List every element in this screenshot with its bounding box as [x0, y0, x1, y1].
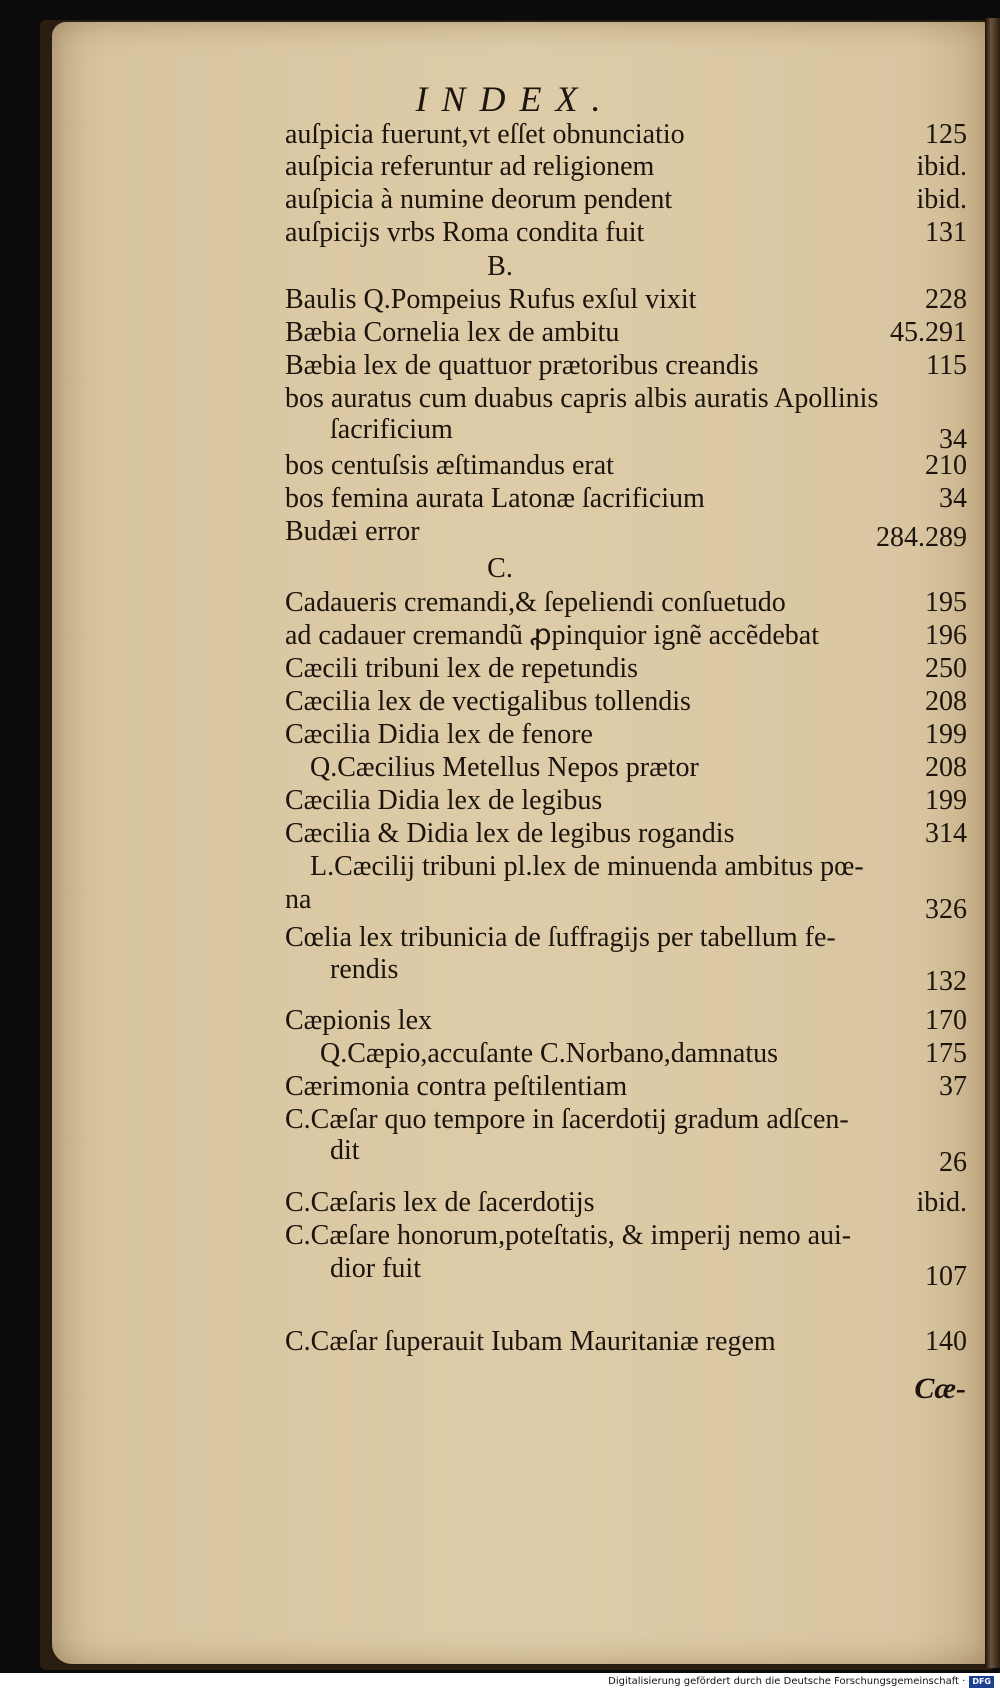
entry-page: 195 [925, 587, 967, 618]
section-letter-c: C. [487, 553, 513, 584]
index-entry [285, 283, 967, 317]
index-entry [285, 817, 967, 851]
index-entry [285, 586, 967, 620]
index-entry [330, 953, 967, 997]
index-entry [285, 216, 967, 250]
entry-text: Cærimonia contra peſtilentiam [285, 1071, 628, 1102]
entry-text: ſacrificium [330, 414, 453, 445]
index-entry [285, 1219, 967, 1253]
entry-text: C.Cæſar quo tempore in ſacerdotij gradum adſcen- [285, 1104, 849, 1135]
entry-text: na [285, 884, 312, 915]
index-entry [285, 685, 967, 719]
footer-text: Digitalisierung gefördert durch die Deutsche Forschungsgemeinschaft · [608, 1676, 966, 1687]
entry-page: 132 [925, 966, 967, 997]
entry-page: 26 [939, 1147, 967, 1178]
entry-page: 228 [925, 284, 967, 315]
index-entry [285, 382, 967, 416]
index-entry [310, 850, 967, 884]
entry-text: Budæi error [285, 516, 420, 547]
entry-text: Cadaueris cremandi,& ſepeliendi conſuetudo [285, 587, 786, 618]
index-entry [285, 150, 967, 184]
entry-text: bos centuſsis æſtimandus erat [285, 450, 614, 481]
entry-page: 131 [925, 217, 967, 248]
entry-text: Cæcilia & Didia lex de legibus rogandis [285, 818, 735, 849]
index-entry [285, 515, 967, 553]
entry-text: C.Cæſaris lex de ſacerdotijs [285, 1187, 595, 1218]
entry-text: L.Cæcilij tribuni pl.lex de minuenda ambitus pœ- [310, 851, 864, 882]
entry-text: Cæcilia Didia lex de fenore [285, 719, 593, 750]
page-title: INDEX. [415, 79, 615, 119]
index-entry [285, 1325, 967, 1359]
index-entry [285, 784, 967, 818]
index-entry [285, 1103, 967, 1137]
dfg-logo-icon: DFG [969, 1676, 994, 1688]
index-entry [285, 921, 967, 955]
entry-page: 175 [925, 1038, 967, 1069]
index-entry [285, 316, 967, 350]
entry-page: 34 [939, 424, 967, 455]
footer-credit [0, 1673, 1000, 1691]
entry-text: Cæcilia lex de vectigalibus tollendis [285, 686, 691, 717]
entry-page: 326 [925, 894, 967, 925]
entry-text: dit [330, 1135, 360, 1166]
entry-page: 250 [925, 653, 967, 684]
index-entry [310, 751, 967, 785]
index-entry [285, 449, 967, 483]
entry-text: auſpicia à numine deorum pendent [285, 184, 673, 215]
entry-text: bos auratus cum duabus capris albis auratis Apollinis [285, 383, 879, 414]
index-entry [285, 1070, 967, 1104]
entry-text: auſpicia fuerunt,vt eſſet obnunciatio [285, 119, 685, 150]
entry-text: auſpicia referuntur ad religionem [285, 151, 655, 182]
entry-page: 37 [939, 1071, 967, 1102]
entry-page: 125 [925, 119, 967, 150]
entry-text: bos femina aurata Latonæ ſacrificium [285, 483, 705, 514]
entry-text: ad cadauer cremandũ ꝓpinquior ignẽ accẽdebat [285, 620, 819, 651]
entry-text: Cæcili tribuni lex de repetundis [285, 653, 639, 684]
entry-page: 140 [925, 1326, 967, 1357]
index-entry [330, 1134, 967, 1178]
entry-text: rendis [330, 954, 399, 985]
entry-page: 107 [925, 1261, 967, 1292]
index-entry [285, 1004, 967, 1038]
entry-page: 196 [925, 620, 967, 651]
index-entry [285, 619, 967, 653]
entry-page: 115 [926, 350, 967, 381]
index-entry [285, 118, 967, 152]
entry-page: 199 [925, 719, 967, 750]
entry-text: C.Cæſare honorum,poteſtatis, & imperij nemo aui- [285, 1220, 852, 1251]
entry-text: Bæbia lex de quattuor prætoribus creandis [285, 350, 759, 381]
entry-text: Cæcilia Didia lex de legibus [285, 785, 603, 816]
index-entry [330, 1252, 967, 1292]
index-entry [285, 883, 967, 925]
entry-text: Q.Cæcilius Metellus Nepos prætor [310, 752, 699, 783]
entry-text: Cœlia lex tribunicia de ſuffragijs per tabellum fe- [285, 922, 836, 953]
entry-page: 284.289 [876, 522, 967, 553]
entry-page: 45.291 [890, 317, 967, 348]
entry-text: auſpicijs vrbs Roma condita fuit [285, 217, 645, 248]
index-entry [285, 718, 967, 752]
entry-page: 170 [925, 1005, 967, 1036]
entry-page: 314 [925, 818, 967, 849]
entry-text: Bæbia Cornelia lex de ambitu [285, 317, 620, 348]
entry-text: dior fuit [330, 1253, 421, 1284]
entry-page: 208 [925, 752, 967, 783]
entry-page: 208 [925, 686, 967, 717]
index-entry [285, 349, 967, 383]
entry-page: 210 [925, 450, 967, 481]
entry-text: Baulis Q.Pompeius Rufus exſul vixit [285, 284, 697, 315]
entry-text: Cæpionis lex [285, 1005, 433, 1036]
entry-text: C.Cæſar ſuperauit Iubam Mauritaniæ regem [285, 1326, 776, 1357]
index-entry [285, 183, 967, 217]
catchword: Cæ- [914, 1372, 966, 1405]
entry-page: ibid. [916, 184, 967, 215]
entry-page: 34 [939, 483, 967, 514]
section-letter-b: B. [487, 251, 513, 282]
index-entry [285, 1186, 967, 1220]
index-entry [285, 652, 967, 686]
index-entry [320, 1037, 967, 1071]
index-entry [285, 482, 967, 516]
entry-page: ibid. [916, 1187, 967, 1218]
entry-text: Q.Cæpio,accuſante C.Norbano,damnatus [320, 1038, 779, 1069]
entry-page: 199 [925, 785, 967, 816]
entry-page: ibid. [916, 151, 967, 182]
index-entry [330, 413, 967, 455]
